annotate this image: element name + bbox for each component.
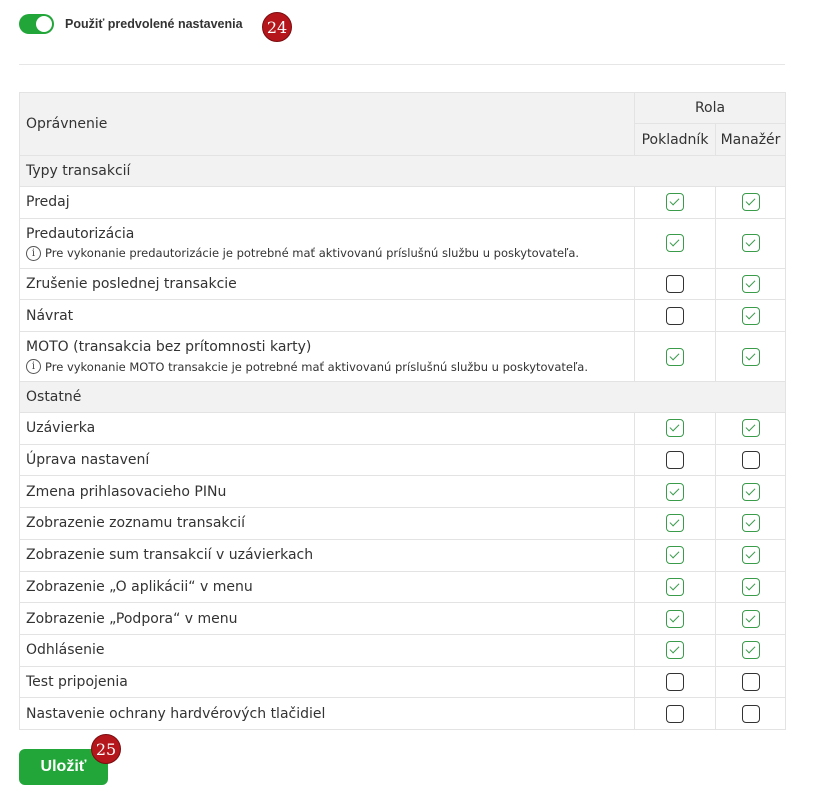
- step-badge-24: 24: [262, 12, 292, 42]
- permission-label: Predaj: [26, 194, 70, 211]
- permission-cell: [20, 444, 635, 476]
- cashier-checkbox[interactable]: [666, 514, 684, 532]
- info-icon: i: [26, 246, 41, 261]
- cashier-checkbox[interactable]: [666, 483, 684, 501]
- checkbox-cell: [716, 634, 786, 666]
- cashier-checkbox[interactable]: [666, 610, 684, 628]
- permission-note-text: Pre vykonanie MOTO transakcie je potrebné mať aktivovanú príslušnú službu u poskytovateľa.: [45, 359, 589, 374]
- permission-label: Zobrazenie „O aplikácii“ v menu: [26, 578, 253, 595]
- checkbox-cell: [716, 571, 786, 603]
- cashier-checkbox[interactable]: [666, 641, 684, 659]
- save-button[interactable]: Uložiť: [19, 749, 108, 785]
- permission-label: Návrat: [26, 307, 74, 324]
- permission-row: [20, 413, 786, 445]
- permission-row: [20, 698, 786, 730]
- checkbox-cell: [716, 332, 786, 382]
- checkbox-cell: [635, 218, 716, 268]
- permission-note: [26, 246, 628, 261]
- permission-label: Nastavenie ochrany hardvérových tlačidiel: [26, 705, 326, 722]
- manager-checkbox[interactable]: [742, 348, 760, 366]
- permission-cell: [20, 666, 635, 698]
- cashier-checkbox[interactable]: [666, 578, 684, 596]
- manager-checkbox[interactable]: [742, 546, 760, 564]
- checkbox-cell: [635, 508, 716, 540]
- permission-label: Zrušenie poslednej transakcie: [26, 276, 237, 293]
- checkbox-cell: [635, 634, 716, 666]
- checkbox-cell: [716, 268, 786, 300]
- permission-label: MOTO (transakcia bez prítomnosti karty): [26, 339, 312, 356]
- manager-checkbox[interactable]: [742, 419, 760, 437]
- checkbox-cell: [716, 539, 786, 571]
- header-role-cashier: Pokladník: [635, 124, 716, 156]
- permission-cell: [20, 218, 635, 268]
- permission-row: [20, 539, 786, 571]
- manager-checkbox[interactable]: [742, 451, 760, 469]
- permission-row: [20, 666, 786, 698]
- checkbox-cell: [635, 539, 716, 571]
- permission-row: [20, 300, 786, 332]
- checkbox-cell: [716, 413, 786, 445]
- checkbox-cell: [716, 476, 786, 508]
- manager-checkbox[interactable]: [742, 275, 760, 293]
- permission-label: Uzávierka: [26, 420, 96, 437]
- permission-cell: [20, 300, 635, 332]
- manager-checkbox[interactable]: [742, 673, 760, 691]
- checkbox-cell: [635, 444, 716, 476]
- cashier-checkbox[interactable]: [666, 234, 684, 252]
- permission-row: [20, 476, 786, 508]
- manager-checkbox[interactable]: [742, 578, 760, 596]
- manager-checkbox[interactable]: [742, 193, 760, 211]
- permission-cell: [20, 332, 635, 382]
- permissions-table: [19, 92, 786, 730]
- permission-cell: [20, 508, 635, 540]
- cashier-checkbox[interactable]: [666, 546, 684, 564]
- cashier-checkbox[interactable]: [666, 348, 684, 366]
- step-badge-25: 25: [91, 734, 121, 764]
- permission-label: Zobrazenie „Podpora“ v menu: [26, 610, 238, 627]
- permission-row: [20, 603, 786, 635]
- manager-checkbox[interactable]: [742, 610, 760, 628]
- checkbox-cell: [635, 666, 716, 698]
- manager-checkbox[interactable]: [742, 307, 760, 325]
- manager-checkbox[interactable]: [742, 705, 760, 723]
- permission-cell: [20, 413, 635, 445]
- header-role-manager: Manažér: [716, 124, 786, 156]
- permissions-body: [20, 156, 786, 730]
- permission-note-text: Pre vykonanie predautorizácie je potrebné mať aktivovanú príslušnú službu u poskytovateľa.: [45, 246, 580, 261]
- checkbox-cell: [716, 698, 786, 730]
- checkbox-cell: [716, 444, 786, 476]
- checkbox-cell: [635, 332, 716, 382]
- permission-cell: [20, 476, 635, 508]
- permission-cell: [20, 268, 635, 300]
- checkbox-cell: [635, 268, 716, 300]
- checkbox-cell: [716, 218, 786, 268]
- permission-cell: [20, 603, 635, 635]
- checkbox-cell: [716, 300, 786, 332]
- permission-note: [26, 359, 628, 374]
- checkbox-cell: [635, 571, 716, 603]
- cashier-checkbox[interactable]: [666, 307, 684, 325]
- section-title: Ostatné: [20, 382, 786, 413]
- use-default-label: Použiť predvolené nastavenia: [65, 17, 243, 31]
- default-settings-row: [19, 14, 243, 34]
- cashier-checkbox[interactable]: [666, 419, 684, 437]
- section-row: [20, 382, 786, 413]
- permission-label: Predautorizácia: [26, 225, 135, 242]
- permission-label: Odhlásenie: [26, 642, 105, 659]
- checkbox-cell: [716, 187, 786, 219]
- checkbox-cell: [635, 187, 716, 219]
- permission-label: Test pripojenia: [26, 673, 128, 690]
- checkbox-cell: [716, 603, 786, 635]
- checkbox-cell: [716, 508, 786, 540]
- cashier-checkbox[interactable]: [666, 275, 684, 293]
- header-permission: Oprávnenie: [20, 93, 635, 156]
- cashier-checkbox[interactable]: [666, 451, 684, 469]
- section-title: Typy transakcií: [20, 156, 786, 187]
- manager-checkbox[interactable]: [742, 641, 760, 659]
- permission-cell: [20, 634, 635, 666]
- permission-row: [20, 268, 786, 300]
- permission-label: Úprava nastavení: [26, 452, 150, 469]
- checkbox-cell: [635, 300, 716, 332]
- permission-cell: [20, 571, 635, 603]
- permission-row: [20, 508, 786, 540]
- checkbox-cell: [635, 603, 716, 635]
- toggle-knob: [36, 16, 52, 32]
- permission-row: [20, 187, 786, 219]
- permission-cell: [20, 698, 635, 730]
- permission-row: [20, 444, 786, 476]
- cashier-checkbox[interactable]: [666, 673, 684, 691]
- manager-checkbox[interactable]: [742, 483, 760, 501]
- header-role: Rola: [635, 93, 786, 124]
- permission-row: [20, 571, 786, 603]
- info-icon: i: [26, 359, 41, 374]
- permission-row: [20, 634, 786, 666]
- divider: [19, 64, 785, 65]
- manager-checkbox[interactable]: [742, 234, 760, 252]
- section-row: [20, 156, 786, 187]
- permission-row: [20, 218, 786, 268]
- permission-label: Zobrazenie zoznamu transakcií: [26, 515, 245, 532]
- cashier-checkbox[interactable]: [666, 193, 684, 211]
- checkbox-cell: [716, 666, 786, 698]
- permission-cell: [20, 187, 635, 219]
- permission-row: [20, 332, 786, 382]
- cashier-checkbox[interactable]: [666, 705, 684, 723]
- checkbox-cell: [635, 413, 716, 445]
- manager-checkbox[interactable]: [742, 514, 760, 532]
- checkbox-cell: [635, 698, 716, 730]
- permission-label: Zmena prihlasovacieho PINu: [26, 483, 227, 500]
- permission-label: Zobrazenie sum transakcií v uzávierkach: [26, 547, 314, 564]
- use-default-toggle[interactable]: [19, 14, 54, 34]
- permission-cell: [20, 539, 635, 571]
- checkbox-cell: [635, 476, 716, 508]
